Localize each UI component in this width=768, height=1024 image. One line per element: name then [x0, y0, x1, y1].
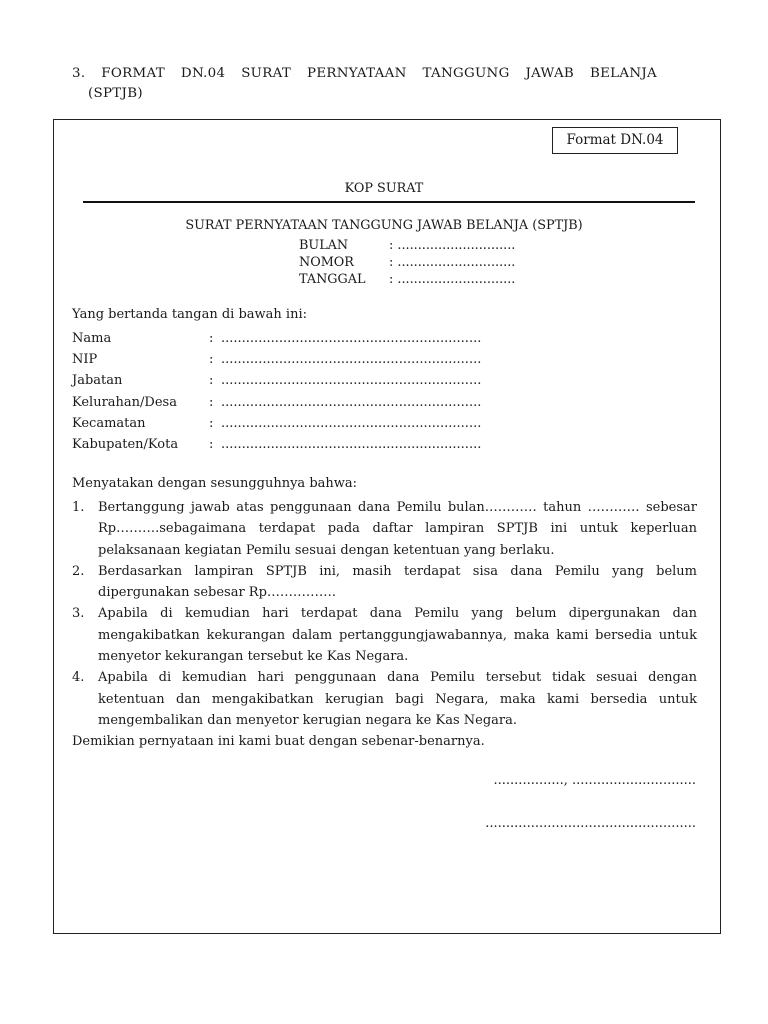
section-heading-line2: (SPTJB) — [88, 86, 143, 101]
section-heading — [72, 66, 657, 101]
meta-label: TANGGAL — [299, 272, 366, 287]
field-label: Kabupaten/Kota — [72, 436, 179, 452]
heading-word: TANGGUNG — [422, 66, 510, 81]
meta-value: : ............................. — [389, 272, 516, 287]
field-label: Jabatan — [72, 373, 123, 389]
field-row-kelurahan — [72, 392, 481, 413]
heading-word: FORMAT — [101, 66, 166, 81]
heading-word: PERNYATAAN — [307, 66, 407, 81]
field-label: Kelurahan/Desa — [72, 394, 177, 410]
field-label: Nama — [72, 331, 112, 346]
document-title: SURAT PERNYATAAN TANGGUNG JAWAB BELANJA (SPTJB) — [185, 218, 583, 233]
field-blank: ............................................................... — [221, 331, 482, 346]
closing-statement: Demikian pernyataan ini kami buat dengan sebenar-benarnya. — [72, 734, 485, 749]
meta-row-nomor — [299, 254, 515, 271]
signature-name-line: ................................................... — [485, 816, 696, 831]
heading-word: BELANJA — [589, 66, 657, 81]
section-heading-line1 — [72, 66, 657, 81]
meta-value: : ............................. — [389, 238, 516, 253]
field-row-nama — [72, 328, 481, 349]
heading-word: SURAT — [241, 66, 292, 81]
field-colon: : — [209, 352, 214, 368]
declaration-list — [72, 497, 697, 731]
list-item-text: Bertanggung jawab atas penggunaan dana Pemilu bulan………… tahun ………… sebesar Rp……….sebagaimana terdapat pada daftar lampiran SPTJB ini untuk keperluan pelaksanaan kegiatan Pemilu sesuai dengan ketentuan yang berlaku. — [98, 500, 697, 558]
list-item — [72, 667, 697, 731]
letterhead-rule — [83, 201, 695, 203]
field-blank: ............................................................... — [221, 394, 482, 410]
format-label-box: Format DN.04 — [552, 127, 678, 154]
field-label: NIP — [72, 352, 98, 368]
list-item-number: 1. — [72, 500, 85, 515]
field-blank: ............................................................... — [221, 352, 482, 368]
meta-row-tanggal — [299, 271, 515, 288]
field-row-nip — [72, 349, 481, 370]
field-label: Kecamatan — [72, 415, 146, 431]
meta-row-bulan — [299, 237, 515, 254]
list-item-text: Apabila di kemudian hari terdapat dana Pemilu yang belum dipergunakan dan mengakibatkan kekurangan dalam pertanggungjawabannya, maka kami bersedia untuk menyetor kekurangan tersebut ke Kas Negara. — [98, 606, 697, 665]
field-colon: : — [209, 331, 214, 346]
field-row-jabatan — [72, 370, 481, 391]
list-item — [72, 497, 697, 561]
field-colon: : — [209, 436, 214, 452]
list-item-number: 3. — [72, 606, 85, 622]
heading-number: 3. — [72, 66, 86, 81]
list-item-number: 4. — [72, 670, 85, 686]
list-item-number: 2. — [72, 563, 85, 579]
list-item-text: Apabila di kemudian hari penggunaan dana Pemilu tersebut tidak sesuai dengan ketentuan dan mengakibatkan kerugian bagi Negara, maka kami bersedia untuk mengembalikan dan menyetor kerugian negara ke Kas Negara. — [98, 670, 697, 728]
meta-value: : ............................. — [389, 255, 516, 270]
intro-text: Yang bertanda tangan di bawah ini: — [72, 307, 307, 322]
declaration-lead: Menyatakan dengan sesungguhnya bahwa: — [72, 476, 358, 491]
field-colon: : — [209, 394, 214, 410]
list-item-text: Berdasarkan lampiran SPTJB ini, masih terdapat sisa dana Pemilu yang belum dipergunakan sebesar Rp……………. — [98, 563, 697, 601]
letterhead-placeholder: KOP SURAT — [344, 181, 424, 196]
field-colon: : — [209, 415, 214, 431]
heading-word: DN.04 — [180, 66, 226, 81]
meta-label: NOMOR — [299, 255, 354, 270]
list-item — [72, 603, 697, 667]
field-blank: ............................................................... — [221, 373, 482, 389]
identity-fields — [72, 328, 481, 455]
field-row-kabupaten — [72, 434, 481, 455]
field-row-kecamatan — [72, 413, 481, 434]
list-item — [72, 561, 697, 604]
field-colon: : — [209, 373, 214, 389]
field-blank: ............................................................... — [221, 436, 482, 452]
document-meta — [299, 237, 515, 288]
meta-label: BULAN — [299, 238, 349, 253]
heading-word: JAWAB — [525, 66, 575, 81]
field-blank: ............................................................... — [221, 415, 482, 431]
signature-place-date: ................., .............................. — [493, 773, 696, 788]
